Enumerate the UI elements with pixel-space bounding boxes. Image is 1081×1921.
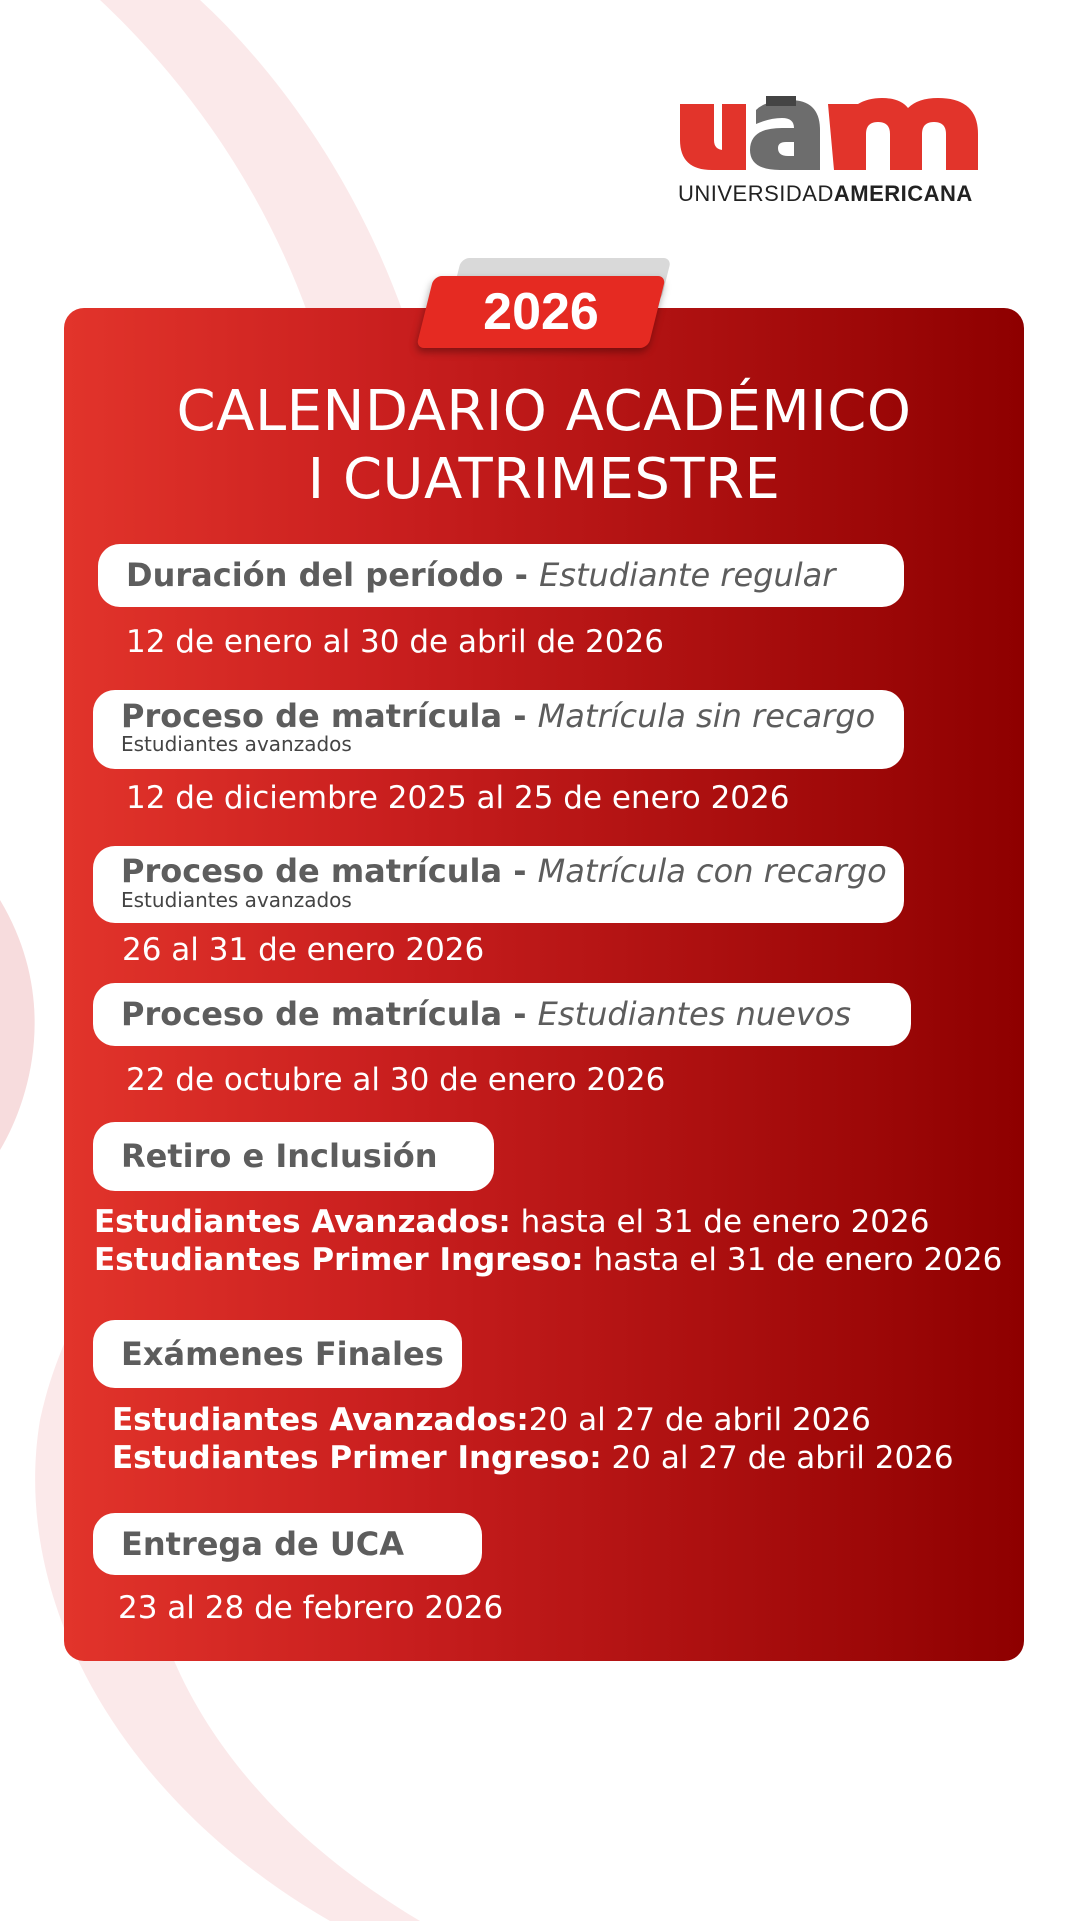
- section-matricula-sin-header: Proceso de matrícula - Matrícula sin recargo Estudiantes avanzados: [93, 690, 904, 769]
- section-uca-header: Entrega de UCA: [93, 1513, 482, 1575]
- section-matricula-con-header: Proceso de matrícula - Matrícula con recargo Estudiantes avanzados: [93, 846, 904, 923]
- retiro-row-primer-ingreso: Estudiantes Primer Ingreso: hasta el 31 de enero 2026: [94, 1242, 1003, 1278]
- section-matricula-nuevos-header: Proceso de matrícula - Estudiantes nuevos: [93, 983, 911, 1046]
- retiro-row-avanzados: Estudiantes Avanzados: hasta el 31 de enero 2026: [94, 1204, 930, 1240]
- title-line-1: CALENDARIO ACADÉMICO: [176, 379, 912, 444]
- section-examenes-header: Exámenes Finales: [93, 1320, 462, 1388]
- section-uca-date: 23 al 28 de febrero 2026: [118, 1590, 504, 1626]
- section-matricula-nuevos-date: 22 de octubre al 30 de enero 2026: [126, 1062, 666, 1098]
- uam-logo: [678, 96, 1004, 211]
- section-retiro-header: Retiro e Inclusión: [93, 1122, 494, 1191]
- section-matricula-con-date: 26 al 31 de enero 2026: [122, 932, 485, 968]
- examenes-row-primer-ingreso: Estudiantes Primer Ingreso: 20 al 27 de abril 2026: [112, 1440, 954, 1476]
- logo-wordmark: UNIVERSIDADAMERICANA: [678, 181, 973, 206]
- section-duracion-date: 12 de enero al 30 de abril de 2026: [126, 624, 664, 660]
- section-duracion-header: Duración del período - Estudiante regular: [98, 544, 904, 607]
- page-title: [64, 378, 1024, 514]
- title-line-2: I CUATRIMESTRE: [307, 447, 781, 512]
- section-matricula-sin-date: 12 de diciembre 2025 al 25 de enero 2026: [126, 780, 790, 816]
- examenes-row-avanzados: Estudiantes Avanzados:20 al 27 de abril 2026: [112, 1402, 871, 1438]
- uam-logo-mark: [678, 96, 1004, 171]
- year-label: 2026: [483, 283, 599, 341]
